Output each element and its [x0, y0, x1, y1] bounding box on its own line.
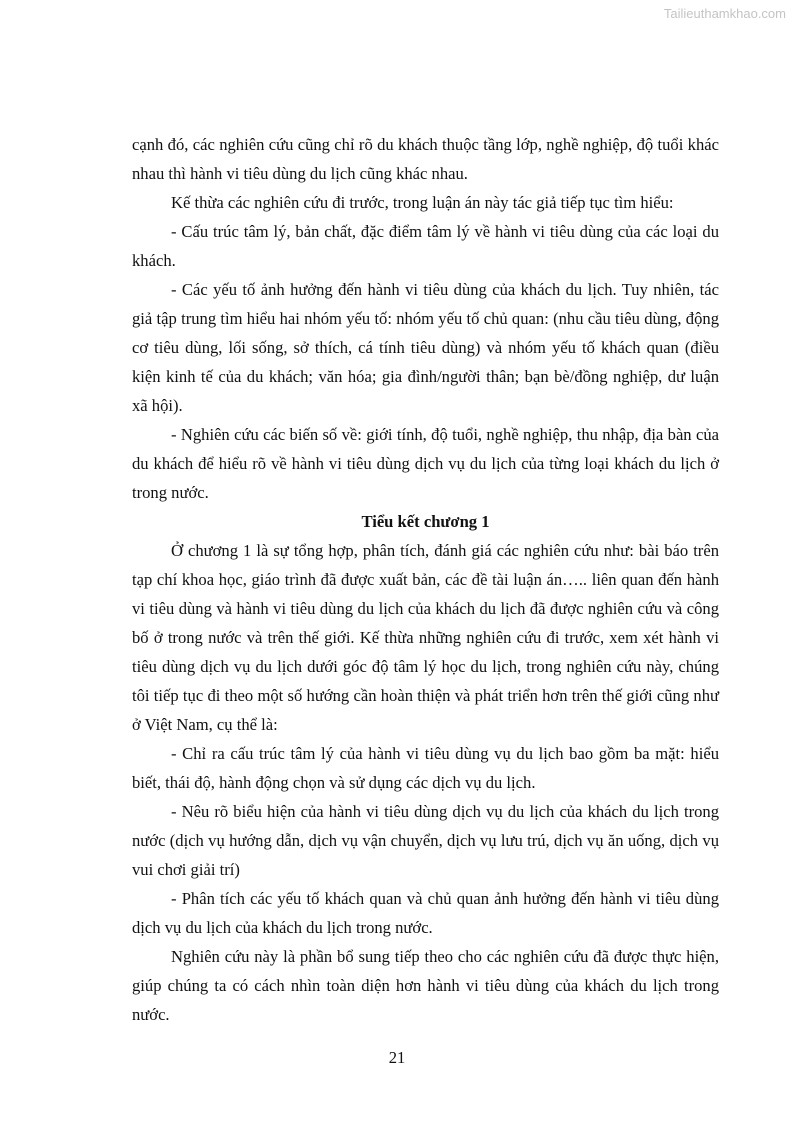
page-number: 21 — [388, 1048, 406, 1067]
document-body — [132, 130, 719, 1029]
paragraph-summary-bullet-3: - Phân tích các yếu tố khách quan và chủ quan ảnh hưởng đến hành vi tiêu dùng dịch vụ du lịch của khách du lịch trong nước. — [132, 889, 719, 937]
paragraph-inheritance: Kế thừa các nghiên cứu đi trước, trong luận án này tác giả tiếp tục tìm hiểu: — [171, 193, 674, 212]
watermark: Tailieuthamkhao.com — [663, 6, 786, 21]
paragraph-summary-intro: Ở chương 1 là sự tổng hợp, phân tích, đánh giá các nghiên cứu như: bài báo trên tạp chí khoa học, giáo trình đã được xuất bản, các đề tài luận án….. liên quan đến hành vi tiêu dùng và hành vi tiêu dùng du lịch của khách du lịch đã được nghiên cứu và công bố ở trong nước và trên thế giới. Kế thừa những nghiên cứu đi trước, xem xét hành vi tiêu dùng dịch vụ du lịch dưới góc độ tâm lý học du lịch, trong nghiên cứu này, chúng tôi tiếp tục đi theo một số hướng cần hoàn thiện và phát triển hơn trên thế giới cũng như ở Việt Nam, cụ thể là: — [132, 541, 719, 734]
paragraph-summary-bullet-1: - Chỉ ra cấu trúc tâm lý của hành vi tiêu dùng vụ du lịch bao gồm ba mặt: hiểu biết, thái độ, hành động chọn và sử dụng các dịch vụ du lịch. — [132, 744, 719, 792]
paragraph-bullet-variables: - Nghiên cứu các biến số về: giới tính, độ tuổi, nghề nghiệp, thu nhập, địa bàn của du khách để hiểu rõ về hành vi tiêu dùng dịch vụ du lịch của từng loại khách du lịch ở trong nước. — [132, 425, 719, 502]
paragraph-continuation: cạnh đó, các nghiên cứu cũng chỉ rõ du khách thuộc tầng lớp, nghề nghiệp, độ tuổi khác nhau thì hành vi tiêu dùng du lịch cũng khác nhau. — [132, 135, 719, 183]
paragraph-bullet-factors: - Các yếu tố ảnh hưởng đến hành vi tiêu dùng của khách du lịch. Tuy nhiên, tác giả tập trung tìm hiểu hai nhóm yếu tố: nhóm yếu tố chủ quan: (nhu cầu tiêu dùng, động cơ tiêu dùng, lối sống, sở thích, cá tính tiêu dùng) và nhóm yếu tố khách quan (điều kiện kinh tế của du khách; văn hóa; gia đình/người thân; bạn bè/đồng nghiệp, dư luận xã hội). — [132, 280, 719, 415]
paragraph-conclusion: Nghiên cứu này là phần bổ sung tiếp theo cho các nghiên cứu đã được thực hiện, giúp chúng ta có cách nhìn toàn diện hơn hành vi tiêu dùng của khách du lịch trong nước. — [132, 947, 719, 1024]
paragraph-summary-bullet-2: - Nêu rõ biểu hiện của hành vi tiêu dùng dịch vụ du lịch của khách du lịch trong nước (dịch vụ hướng dẫn, dịch vụ vận chuyển, dịch vụ lưu trú, dịch vụ ăn uống, dịch vụ vui chơi giải trí) — [132, 802, 719, 879]
paragraph-bullet-structure: - Cấu trúc tâm lý, bản chất, đặc điểm tâm lý về hành vi tiêu dùng của các loại du khách. — [132, 222, 719, 270]
section-heading: Tiểu kết chương 1 — [361, 512, 490, 531]
